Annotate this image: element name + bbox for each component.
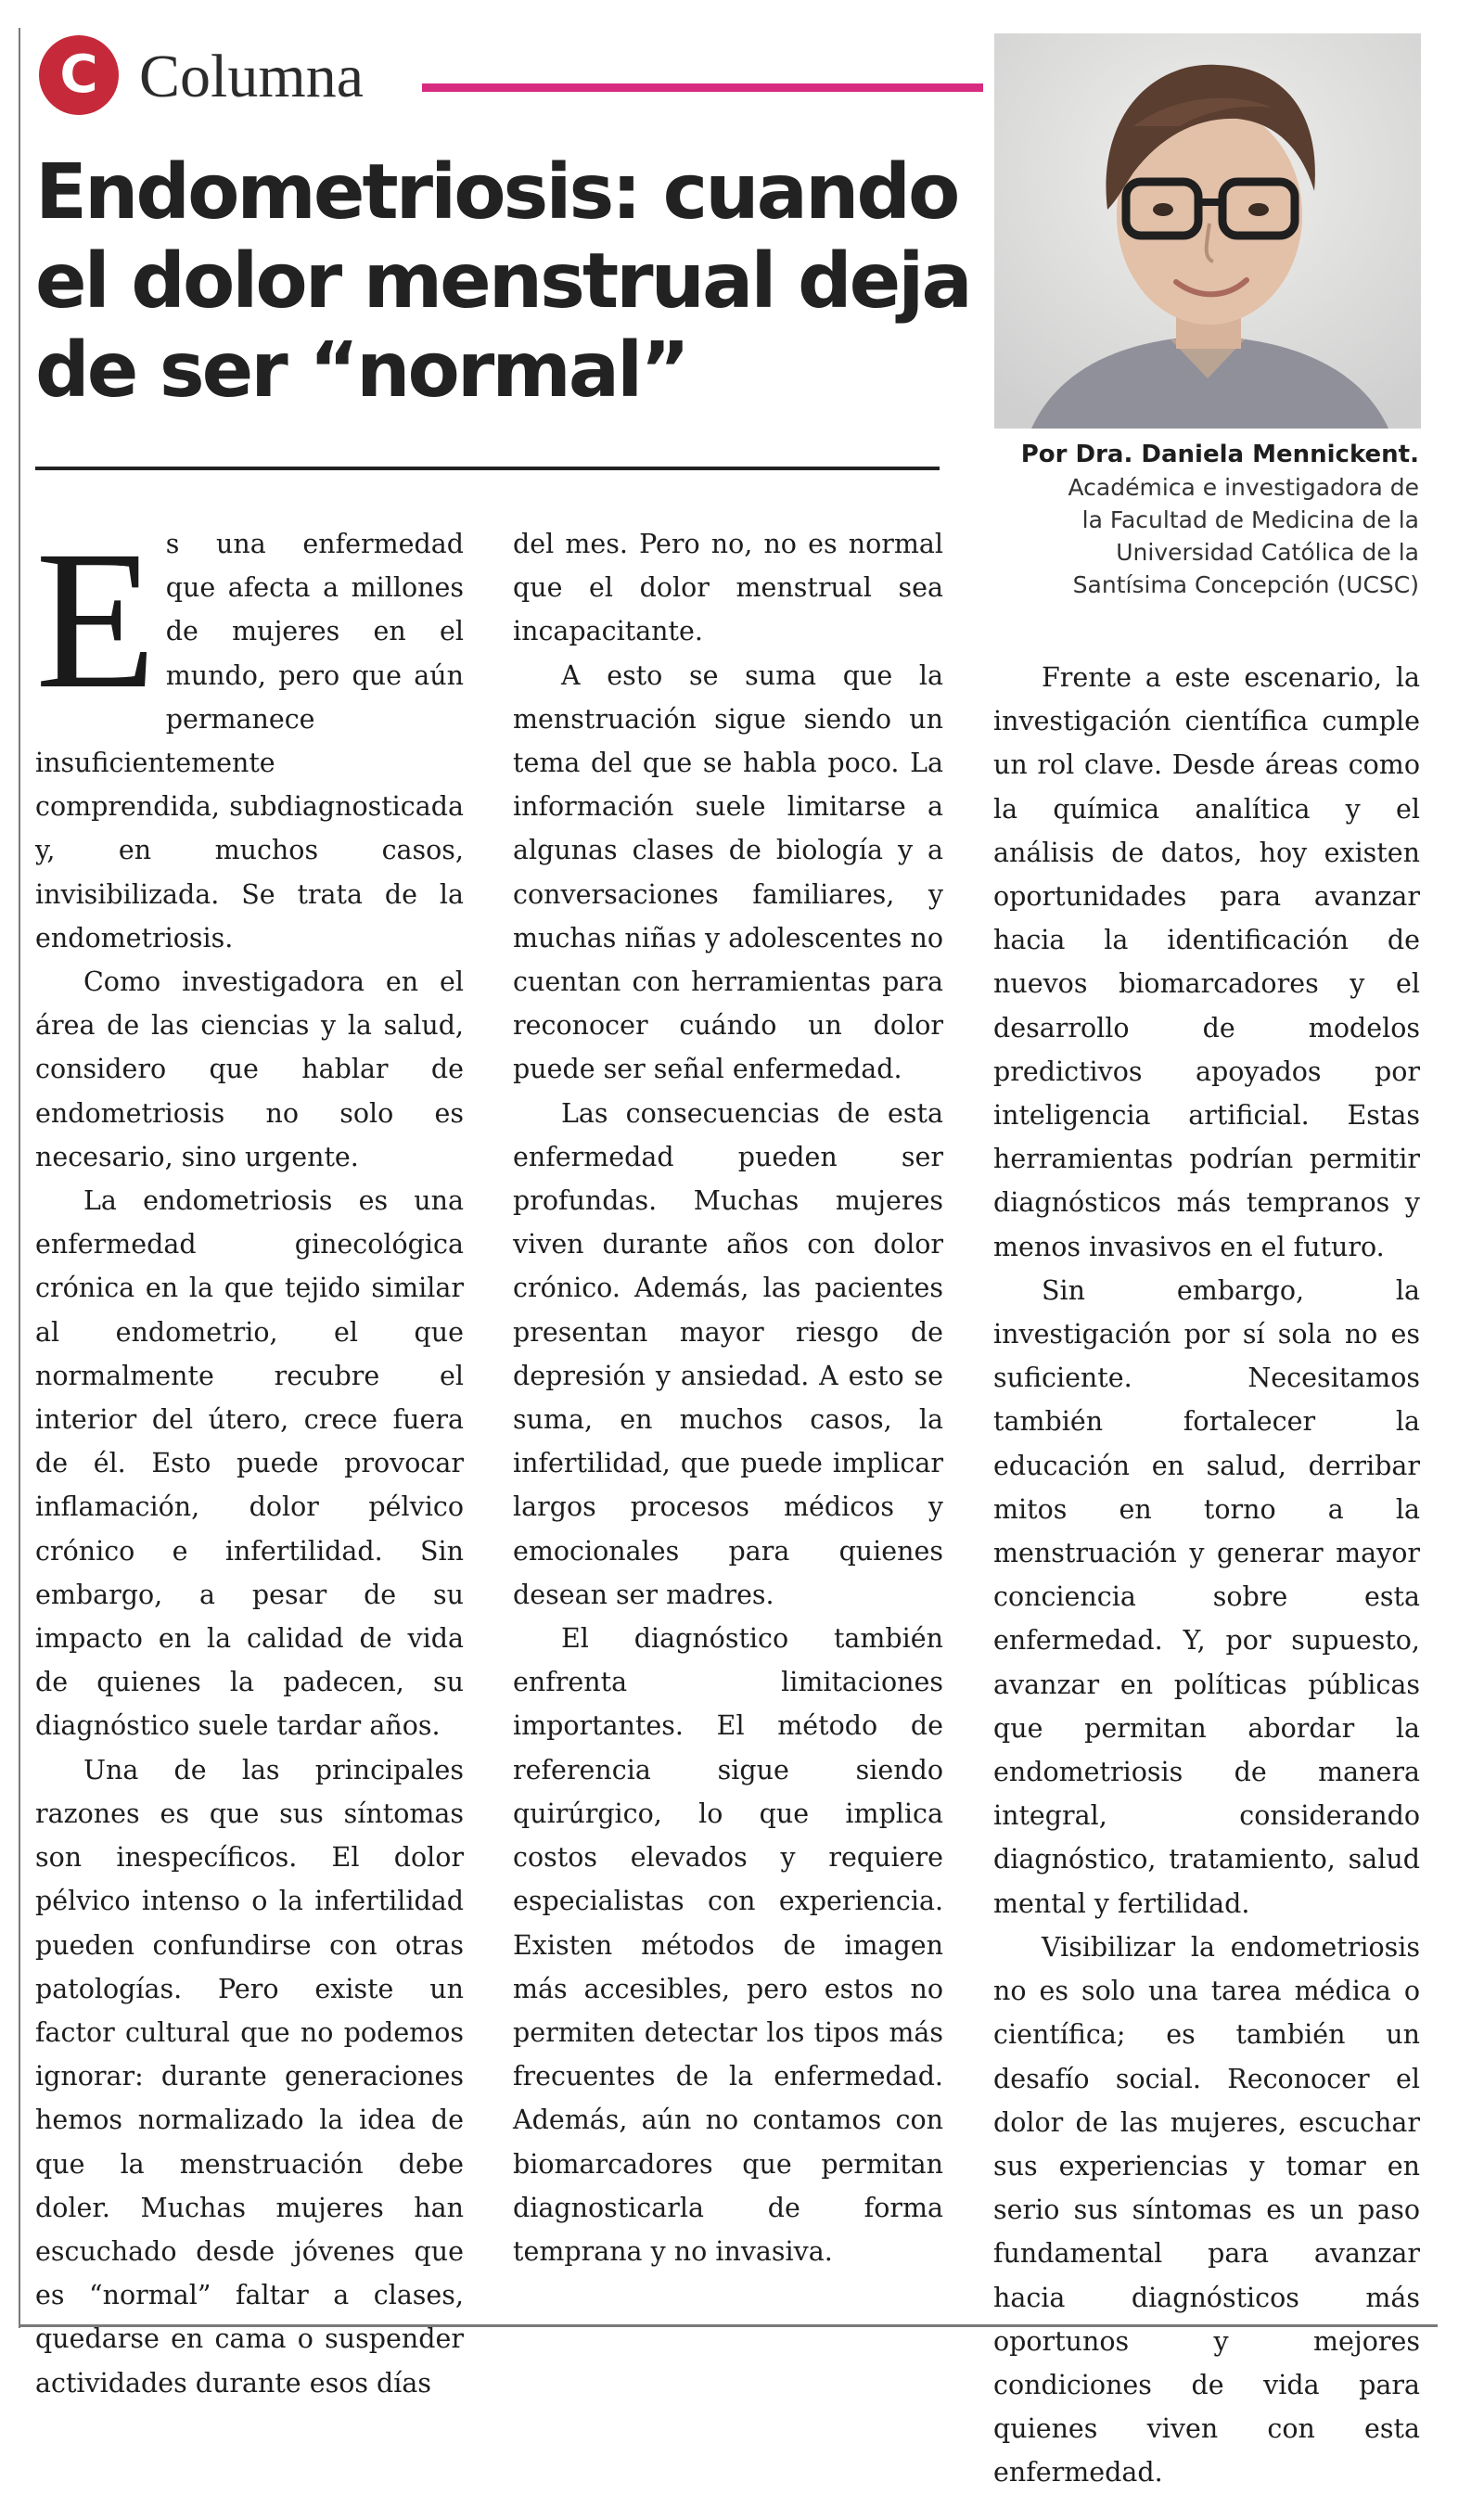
headline-line-3: de ser “normal”	[35, 326, 688, 415]
paragraph-1	[35, 510, 464, 960]
author-role-line-3: Universidad Católica de la	[1116, 539, 1419, 566]
body-column-2	[513, 522, 943, 2273]
paragraph-8: Frente a este escenario, la investigación científica cumple un rol clave. Desde áreas como la química analítica y el análisis de datos, hoy existen oportunidades para avanzar hacia la identificación de nuevos biomarcadores y el desarrollo de modelos predictivos apoyados por inteligencia artificial. Estas herramientas podrían permitir diagnósticos más tempranos y menos invasivos en el futuro.	[993, 662, 1420, 1262]
author-byline	[955, 438, 1419, 601]
headline	[35, 148, 972, 416]
paragraph-10: Visibilizar la endometriosis no es solo una tarea médica o científica; es también un desafío social. Reconocer el dolor de las mujeres, escuchar sus experiencias y tomar en serio sus síntomas es un paso fundamental para avanzar hacia diagnósticos más oportunos y mejores condiciones de vida para quienes viven con esta enfermedad.	[993, 1931, 1420, 2489]
paragraph-6: Las consecuencias de esta enfermedad pueden ser profundas. Muchas mujeres viven durante años con dolor crónico. Además, las pacientes presentan mayor riesgo de depresión y ansiedad. A esto se suma, en muchos casos, la infertilidad, que puede implicar largos procesos médicos y emocionales para quienes desean ser madres.	[513, 1097, 943, 1610]
page-frame-left	[19, 28, 20, 2328]
paragraph-9: Sin embargo, la investigación por sí sola no es suficiente. Necesitamos también fortalecer la educación en salud, derribar mitos en torno a la menstruación y generar mayor conciencia sobre esta enfermedad. Y, por supuesto, avanzar en políticas públicas que permitan abordar la endometriosis de manera integral, considerando diagnóstico, tratamiento, salud mental y fertilidad.	[993, 1274, 1420, 1919]
headline-line-1: Endometriosis: cuando	[35, 148, 958, 237]
drop-cap: E	[35, 510, 157, 730]
paragraph-5: A esto se suma que la menstruación sigue siendo un tema del que se habla poco. La información suele limitarse a algunas clases de biología y a conversaciones familiares, y muchas niñas y adolescentes no cuentan con herramientas para reconocer cuándo un dolor puede ser señal enfermedad.	[513, 659, 943, 1085]
section-name: Columna	[139, 43, 364, 110]
paragraph-2: Como investigadora en el área de las ciencias y la salud, considero que hablar de endometriosis no solo es necesario, sino urgente.	[35, 966, 464, 1172]
headline-rule	[35, 467, 940, 470]
body-column-1	[35, 510, 464, 2405]
author-role-line-1: Académica e investigadora de	[1068, 474, 1419, 501]
paragraph-7: El diagnóstico también enfrenta limitaciones importantes. El método de referencia sigue siendo quirúrgico, lo que implica costos elevados y requiere especialistas con experiencia. Existen métodos de imagen más accesibles, pero estos no permiten detectar los tipos más frecuentes de la enfermedad. Además, aún no contamos con biomarcadores que permitan diagnosticarla de forma temprana y no invasiva.	[513, 1623, 943, 2267]
paragraph-4-continued: del mes. Pero no, no es normal que el dolor menstrual sea incapacitante.	[513, 529, 943, 647]
author-name: Por Dra. Daniela Mennickent.	[1020, 441, 1419, 468]
author-portrait-icon	[994, 33, 1421, 429]
paragraph-4: Una de las principales razones es que sus síntomas son inespecíficos. El dolor pélvico intenso o la infertilidad pueden confundirse con otras patologías. Pero existe un factor cultural que no podemos ignorar: durante generaciones hemos normalizado la idea de que la menstruación debe doler. Muchas mujeres han escuchado desde jóvenes que es “normal” faltar a clases, quedarse en cama o suspender actividades durante esos días	[35, 1754, 464, 2399]
headline-line-2: el dolor menstrual deja	[35, 237, 970, 326]
section-rule	[422, 83, 983, 92]
body-column-3	[993, 656, 1420, 2495]
paragraph-3: La endometriosis es una enfermedad ginecológica crónica en la que tejido similar al endometrio, el que normalmente recubre el interior del útero, crece fuera de él. Esto puede provocar inflamación, dolor pélvico crónico e infertilidad. Sin embargo, a pesar de su impacto en la calidad de vida de quienes la padecen, su diagnóstico suele tardar años.	[35, 1185, 464, 1742]
paragraph-1-text: s una enfermedad que afecta a millones de mujeres en el mundo, pero que aún permanece insuficientemente comprendida, subdiagnosticada y, en muchos casos, invisibilizada. Se trata de la endometriosis.	[35, 529, 464, 953]
section-badge: C	[39, 35, 119, 115]
author-photo	[994, 33, 1421, 429]
author-role-line-4: Santísima Concepción (UCSC)	[1072, 571, 1419, 598]
author-role-line-2: la Facultad de Medicina de la	[1081, 506, 1419, 533]
